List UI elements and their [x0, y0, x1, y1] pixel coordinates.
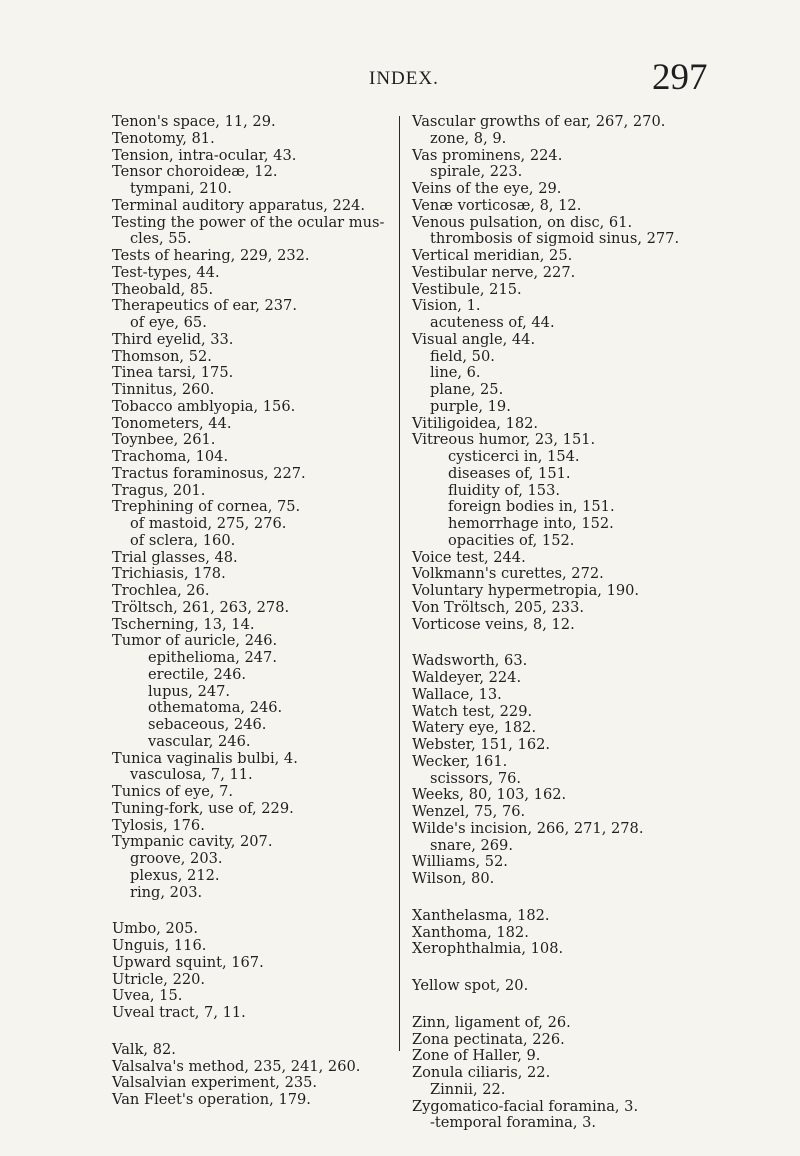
section-gap [412, 958, 712, 978]
index-entry: Voluntary hypermetropia, 190. [412, 582, 640, 599]
index-entry: Tunics of eye, 7. [112, 783, 234, 800]
index-subentry: spirale, 223. [430, 163, 523, 181]
index-entry: Trachoma, 104. [112, 448, 229, 465]
index-entry: Tinea tarsi, 175. [112, 364, 234, 382]
index-entry: Tenotomy, 81. [112, 129, 215, 147]
index-subentry: -temporal foramina, 3. [430, 1114, 597, 1132]
index-column-left [112, 114, 394, 1109]
index-subentry: snare, 269. [430, 836, 513, 854]
index-entry: Vertical meridian, 25. [412, 247, 573, 264]
index-subentry: sebaceous, 246. [148, 716, 267, 733]
index-subentry: othematoma, 246. [148, 699, 283, 717]
index-entry: Wallace, 13. [412, 685, 502, 703]
index-entry: Tinnitus, 260. [112, 381, 215, 398]
index-entry: Tensor choroideæ, 12. [112, 163, 278, 181]
index-subentry: of mastoid, 275, 276. [130, 515, 287, 532]
index-entry: Uvea, 15. [112, 987, 183, 1005]
index-entry: Tonometers, 44. [112, 414, 232, 432]
index-entry: Veins of the eye, 29. [412, 180, 562, 197]
index-entry: Yellow spot, 20. [412, 977, 529, 994]
section-gap [412, 888, 712, 908]
index-subentry: field, 50. [430, 347, 495, 365]
page-title: INDEX. [369, 68, 439, 89]
index-subentry: cles, 55. [130, 230, 192, 248]
index-entry: Voice test, 244. [412, 548, 526, 566]
index-entry: Trochlea, 26. [112, 582, 210, 599]
index-subentry: groove, 203. [130, 850, 223, 867]
index-entry: Xanthoma, 182. [412, 923, 529, 941]
index-entry: Valsalvian experiment, 235. [112, 1074, 318, 1092]
index-entry: Tension, intra-ocular, 43. [112, 146, 297, 164]
index-entry: Trephining of cornea, 75. [112, 498, 301, 516]
index-entry: Wadsworth, 63. [412, 652, 528, 670]
index-entry: Testing the power of the ocular mus- [112, 213, 385, 231]
index-entry: Vitreous humor, 23, 151. [412, 431, 596, 449]
index-entry: Valk, 82. [112, 1040, 176, 1058]
index-entry: Terminal auditory apparatus, 224. [112, 196, 366, 214]
index-entry: Therapeutics of ear, 237. [112, 297, 297, 315]
index-entry: Williams, 52. [412, 853, 508, 871]
index-entry: Vascular growths of ear, 267, 270. [412, 113, 666, 130]
index-subentry: diseases of, 151. [448, 464, 571, 482]
index-entry: Xerophthalmia, 108. [412, 940, 564, 958]
index-subentry: Zinnii, 22. [430, 1080, 506, 1098]
index-subentry: vasculosa, 7, 11. [130, 766, 253, 784]
index-entry: Venous pulsation, on disc, 61. [412, 213, 633, 231]
page-number: 297 [652, 57, 708, 98]
index-subentry: erectile, 246. [148, 665, 247, 683]
index-entry: Von Tröltsch, 205, 233. [412, 598, 585, 616]
index-subentry: fluidity of, 153. [448, 481, 560, 499]
index-entry: Theobald, 85. [112, 280, 214, 298]
page-header [0, 57, 800, 100]
index-entry: Wilson, 80. [412, 870, 495, 887]
index-entry: Tscherning, 13, 14. [112, 615, 255, 633]
index-subentry: thrombosis of sigmoid sinus, 277. [430, 230, 680, 248]
index-entry: Upward squint, 167. [112, 953, 264, 971]
index-column-right [412, 114, 712, 1132]
index-subentry: zone, 8, 9. [430, 129, 507, 147]
index-subentry: vascular, 246. [148, 732, 251, 750]
section-gap [112, 1022, 394, 1042]
index-entry: Unguis, 116. [112, 937, 207, 954]
index-entry: Vision, 1. [412, 297, 481, 315]
index-subentry: plane, 25. [430, 381, 504, 398]
index-subentry: line, 6. [430, 364, 481, 382]
index-entry: Weeks, 80, 103, 162. [412, 786, 567, 804]
section-gap [412, 995, 712, 1015]
index-entry: Vitiligoidea, 182. [412, 414, 539, 432]
index-entry: Visual angle, 44. [412, 330, 536, 348]
index-subentry: scissors, 76. [430, 769, 522, 787]
index-entry: Zona pectinata, 226. [412, 1030, 565, 1048]
index-entry: Toynbee, 261. [112, 431, 216, 449]
index-subentry: hemorrhage into, 152. [448, 515, 614, 532]
index-entry: Tests of hearing, 229, 232. [112, 247, 310, 264]
index-entry: Zinn, ligament of, 26. [412, 1013, 571, 1031]
index-entry: Tuning-fork, use of, 229. [112, 799, 294, 817]
index-entry: Zone of Haller, 9. [412, 1047, 541, 1065]
index-entry: Thomson, 52. [112, 347, 212, 365]
index-subentry: lupus, 247. [148, 682, 231, 700]
index-subentry: acuteness of, 44. [430, 314, 555, 331]
index-entry: Wilde's incision, 266, 271, 278. [412, 819, 644, 837]
index-entry: Watery eye, 182. [412, 719, 537, 737]
index-entry: Uveal tract, 7, 11. [112, 1004, 246, 1021]
index-entry: Vorticose veins, 8, 12. [412, 615, 575, 633]
index-entry: Watch test, 229. [412, 702, 533, 720]
index-subentry: purple, 19. [430, 397, 511, 415]
index-entry: Utricle, 220. [112, 970, 206, 988]
index-entry: Vestibular nerve, 227. [412, 263, 576, 281]
index-entry: Zonula ciliaris, 22. [412, 1064, 551, 1081]
index-entry: Vestibule, 215. [412, 280, 522, 298]
index-entry: Tympanic cavity, 207. [112, 833, 273, 851]
index-entry: Tractus foraminosus, 227. [112, 464, 306, 482]
index-subentry: foreign bodies in, 151. [448, 498, 615, 516]
index-entry: Tragus, 201. [112, 481, 206, 499]
index-entry: Tröltsch, 261, 263, 278. [112, 598, 290, 616]
index-entry: Volkmann's curettes, 272. [412, 565, 604, 583]
index-entry: Tunica vaginalis bulbi, 4. [112, 749, 298, 767]
index-entry: Tumor of auricle, 246. [112, 632, 278, 650]
index-entry: Test-types, 44. [112, 263, 220, 281]
index-entry: Tobacco amblyopia, 156. [112, 397, 296, 415]
index-entry: Venæ vorticosæ, 8, 12. [412, 196, 582, 214]
index-entry: Xanthelasma, 182. [412, 906, 550, 924]
index-entry: Webster, 151, 162. [412, 736, 551, 753]
index-subentry: ring, 203. [130, 883, 203, 901]
index-subentry: cysticerci in, 154. [448, 448, 580, 465]
index-entry: Zygomatico-facial foramina, 3. [412, 1097, 639, 1115]
index-entry: Wecker, 161. [412, 752, 508, 770]
index-subentry: of eye, 65. [130, 314, 207, 331]
index-subentry: plexus, 212. [130, 866, 220, 884]
index-subentry: of sclera, 160. [130, 531, 236, 549]
index-subentry: epithelioma, 247. [148, 649, 277, 666]
index-entry: Third eyelid, 33. [112, 330, 234, 348]
index-entry: Waldeyer, 224. [412, 669, 522, 686]
index-subentry: opacities of, 152. [448, 531, 575, 549]
section-gap [412, 633, 712, 653]
index-entry: Trial glasses, 48. [112, 548, 238, 566]
index-entry: Valsalva's method, 235, 241, 260. [112, 1057, 361, 1075]
index-entry: Umbo, 205. [112, 920, 199, 938]
column-divider [399, 116, 400, 1051]
index-entry: Van Fleet's operation, 179. [112, 1091, 311, 1108]
index-entry: Tenon's space, 11, 29. [112, 113, 276, 130]
index-entry: Tylosis, 176. [112, 816, 205, 834]
index-entry: Trichiasis, 178. [112, 565, 226, 583]
index-entry: Vas prominens, 224. [412, 146, 563, 164]
section-gap [112, 901, 394, 921]
index-entry: Wenzel, 75, 76. [412, 803, 526, 820]
index-subentry: tympani, 210. [130, 180, 232, 197]
